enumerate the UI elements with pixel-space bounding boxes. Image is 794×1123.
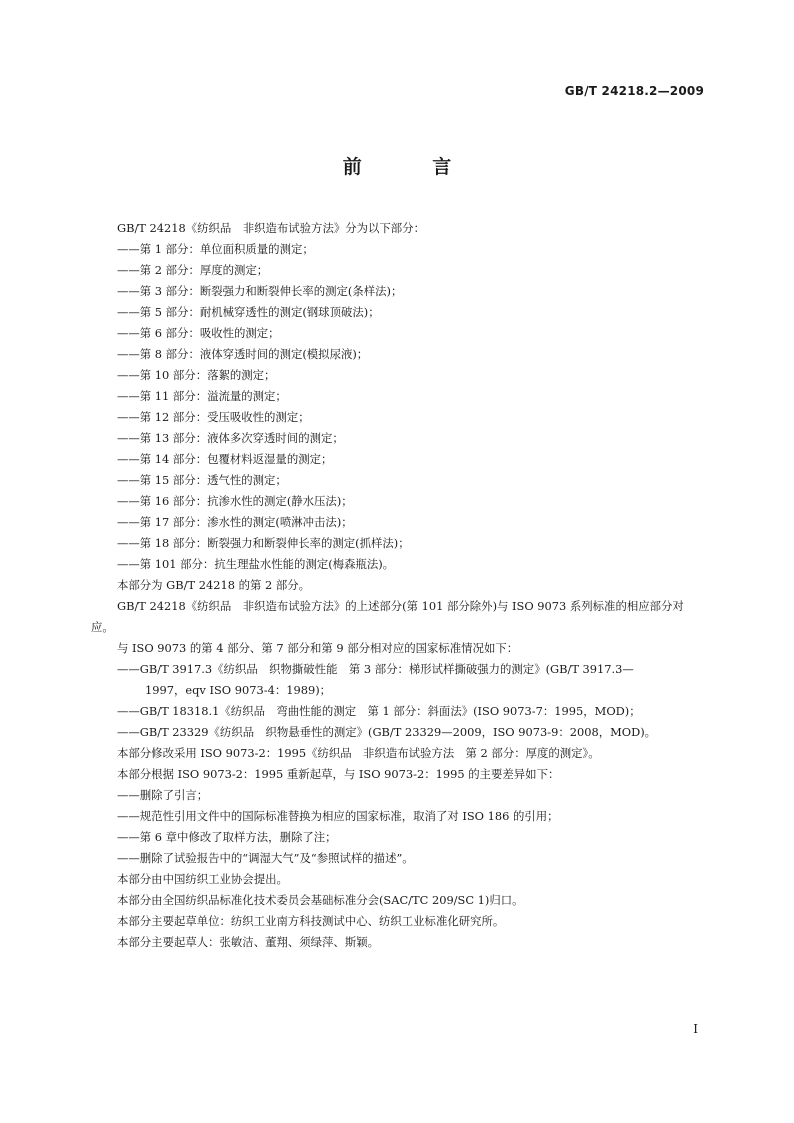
- list-item: ——删除了试验报告中的“调湿大气”及“参照试样的描述”。: [117, 851, 414, 865]
- list-item: ——第 13 部分：液体多次穿透时间的测定；: [117, 431, 344, 445]
- list-item-continuation: 1997，eqv ISO 9073-4：1989)；: [145, 683, 332, 697]
- list-item: ——第 6 部分：吸收性的测定；: [117, 326, 280, 340]
- list-item: ——规范性引用文件中的国际标准替换为相应的国家标准，取消了对 ISO 186 的引用；: [117, 809, 559, 823]
- list-item: ——GB/T 18318.1《纺织品 弯曲性能的测定 第 1 部分：斜面法》(ISO 9073-7：1995，MOD)；: [117, 704, 641, 718]
- paragraph: GB/T 24218《纺织品 非织造布试验方法》分为以下部分：: [117, 221, 425, 235]
- paragraph: 本部分主要起草人：张敏洁、董翔、须绿萍、斯颖。: [117, 935, 379, 949]
- standard-number: GB/T 24218.2—2009: [564, 84, 704, 98]
- list-item: ——第 14 部分：包覆材料返湿量的测定；: [117, 452, 333, 466]
- paragraph: 与 ISO 9073 的第 4 部分、第 7 部分和第 9 部分相对应的国家标准情况如下：: [117, 641, 519, 655]
- list-item: ——第 5 部分：耐机械穿透性的测定(钢球顶破法)；: [117, 305, 380, 319]
- foreword-body: [91, 218, 703, 953]
- paragraph: 本部分由全国纺织品标准化技术委员会基础标准分会(SAC/TC 209/SC 1)归口。: [117, 893, 524, 907]
- list-item: ——第 15 部分：透气性的测定；: [117, 473, 287, 487]
- list-item: ——第 16 部分：抗渗水性的测定(静水压法)；: [117, 494, 353, 508]
- paragraph: GB/T 24218《纺织品 非织造布试验方法》的上述部分(第 101 部分除外)与 ISO 9073 系列标准的相应部分对应。: [91, 599, 684, 634]
- list-item: ——第 101 部分：抗生理盐水性能的测定(梅森瓶法)。: [117, 557, 395, 571]
- page-number: I: [693, 1022, 698, 1036]
- list-item: ——第 3 部分：断裂强力和断裂伸长率的测定(条样法)；: [117, 284, 403, 298]
- page-title: 前 言: [342, 156, 484, 178]
- paragraph: 本部分为 GB/T 24218 的第 2 部分。: [117, 578, 311, 592]
- list-item: ——第 8 部分：液体穿透时间的测定(模拟尿液)；: [117, 347, 369, 361]
- list-item: ——第 11 部分：溢流量的测定；: [117, 389, 287, 403]
- list-item: ——第 17 部分：渗水性的测定(喷淋冲击法)；: [117, 515, 353, 529]
- list-item: ——第 10 部分：落絮的测定；: [117, 368, 276, 382]
- list-item: ——GB/T 3917.3《纺织品 织物撕破性能 第 3 部分：梯形试样撕破强力的测定》(GB/T 3917.3—: [117, 662, 634, 676]
- list-item: ——删除了引言；: [117, 788, 209, 802]
- paragraph: 本部分修改采用 ISO 9073-2：1995《纺织品 非织造布试验方法 第 2 部分：厚度的测定》。: [117, 746, 600, 760]
- list-item: ——GB/T 23329《纺织品 织物悬垂性的测定》(GB/T 23329—2009，ISO 9073-9：2008，MOD)。: [117, 725, 657, 739]
- list-item: ——第 1 部分：单位面积质量的测定；: [117, 242, 314, 256]
- paragraph: 本部分主要起草单位：纺织工业南方科技测试中心、纺织工业标准化研究所。: [117, 914, 505, 928]
- paragraph: 本部分根据 ISO 9073-2：1995 重新起草，与 ISO 9073-2：1995 的主要差异如下：: [117, 767, 560, 781]
- paragraph: 本部分由中国纺织工业协会提出。: [117, 872, 288, 886]
- list-item: ——第 18 部分：断裂强力和断裂伸长率的测定(抓样法)；: [117, 536, 410, 550]
- list-item: ——第 12 部分：受压吸收性的测定；: [117, 410, 310, 424]
- list-item: ——第 6 章中修改了取样方法，删除了注；: [117, 830, 337, 844]
- list-item: ——第 2 部分：厚度的测定；: [117, 263, 269, 277]
